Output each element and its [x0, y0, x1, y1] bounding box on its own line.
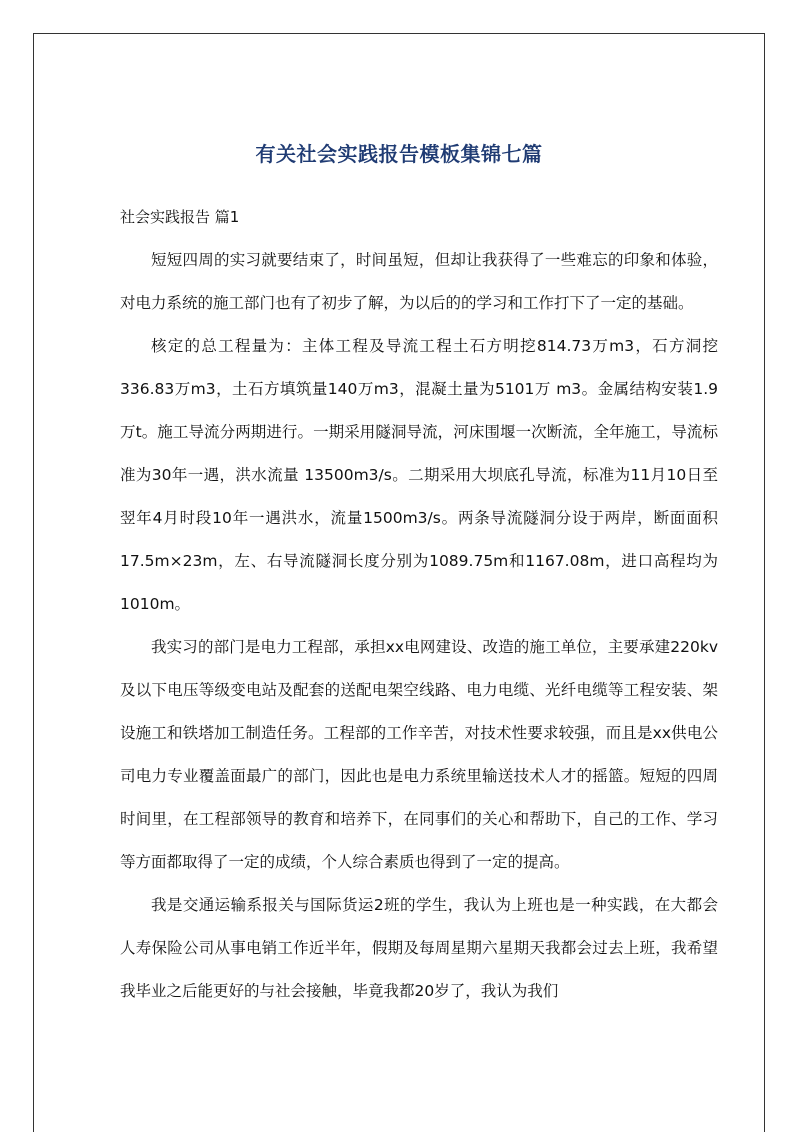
document-page: [33, 33, 765, 1132]
paragraph: 核定的总工程量为：主体工程及导流工程土石方明挖814.73万m3，石方洞挖336.83万m3，土石方填筑量140万m3，混凝土量为5101万 m3。金属结构安装1.9万t。施工导流分两期进行。一期采用隧洞导流，河床围堰一次断流，全年施工，导流标准为30年一遇，洪水流量 13500m3/s。二期采用大坝底孔导流，标准为11月10日至翌年4月时段10年一遇洪水，流量1500m3/s。两条导流隧洞分设于两岸，断面面积 17.5m×23m，左、右导流隧洞长度分别为1089.75m和1167.08m，进口高程均为1010m。: [120, 337, 718, 613]
document-body: [120, 239, 718, 1013]
paragraph: 短短四周的实习就要结束了，时间虽短，但却让我获得了一些难忘的印象和体验，对电力系统的施工部门也有了初步了解，为以后的的学习和工作打下了一定的基础。: [120, 251, 718, 312]
paragraph: 我是交通运输系报关与国际货运2班的学生，我认为上班也是一种实践，在大都会人寿保险公司从事电销工作近半年，假期及每周星期六星期天我都会过去上班，我希望我毕业之后能更好的与社会接触，毕竟我都20岁了，我认为我们: [120, 896, 718, 1000]
section-heading: 社会实践报告 篇1: [120, 208, 240, 226]
document-title: 有关社会实践报告模板集锦七篇: [255, 142, 543, 166]
paragraph: 我实习的部门是电力工程部，承担xx电网建设、改造的施工单位，主要承建220kv及以下电压等级变电站及配套的送配电架空线路、电力电缆、光纤电缆等工程安装、架设施工和铁塔加工制造任务。工程部的工作辛苦，对技术性要求较强，而且是xx供电公司电力专业覆盖面最广的部门，因此也是电力系统里输送技术人才的摇篮。短短的四周时间里，在工程部领导的教育和培养下，在同事们的关心和帮助下，自己的工作、学习等方面都取得了一定的成绩，个人综合素质也得到了一定的提高。: [120, 638, 718, 871]
